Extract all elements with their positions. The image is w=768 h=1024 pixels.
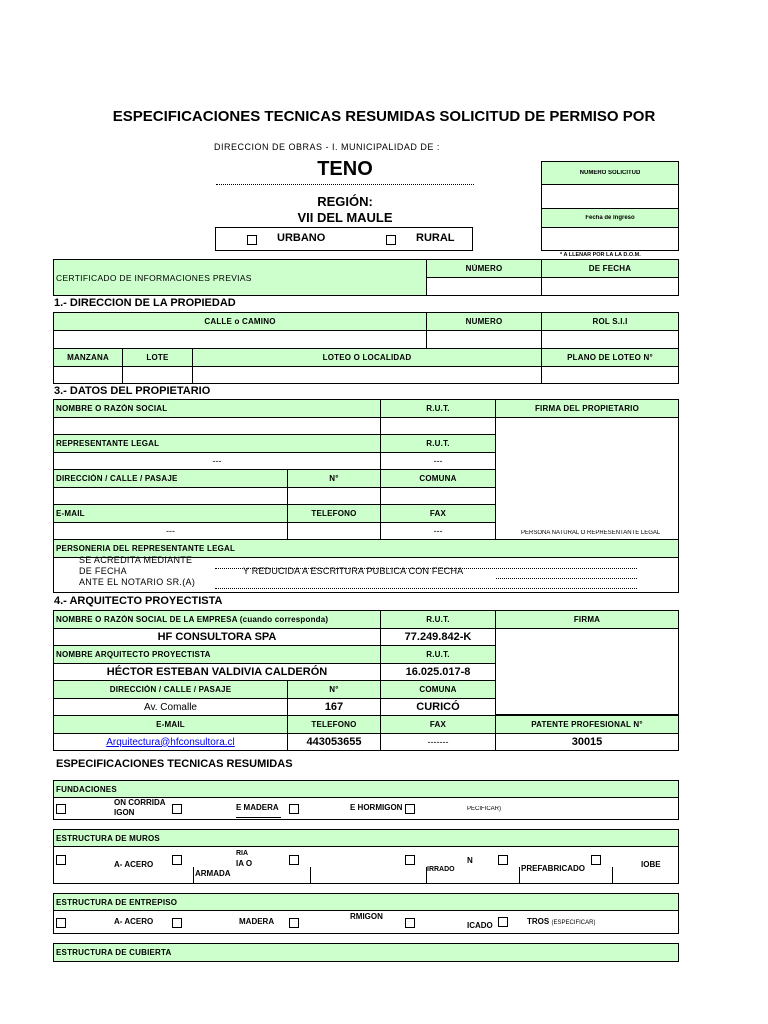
arquitecto-header: NOMBRE ARQUITECTO PROYECTISTA: [53, 645, 381, 664]
entre-otros-checkbox[interactable]: [498, 917, 508, 927]
arq-direccion-header: DIRECCIÓN / CALLE / PASAJE: [53, 680, 288, 699]
arq-comuna-value[interactable]: CURICÓ: [380, 698, 496, 716]
patente-value[interactable]: 30015: [495, 733, 679, 751]
lote-header: LOTE: [122, 348, 193, 367]
fax-field[interactable]: ---: [380, 522, 496, 540]
rural-label: RURAL: [416, 232, 455, 244]
arq-direccion-value[interactable]: Av. Comalle: [53, 698, 288, 716]
empresa-header: NOMBRE O RAZÓN SOCIAL DE LA EMPRESA (cuando corresponda): [53, 610, 381, 629]
representante-header: REPRESENTANTE LEGAL: [53, 434, 381, 453]
comuna-header: COMUNA: [380, 469, 496, 488]
cip-fecha-header: DE FECHA: [541, 259, 679, 278]
loteo-field[interactable]: [192, 366, 542, 384]
arq-email-value[interactable]: [53, 733, 288, 751]
fund-otros-checkbox[interactable]: [405, 804, 415, 814]
fundaciones-header: FUNDACIONES: [53, 780, 679, 798]
direccion-field[interactable]: [53, 487, 288, 505]
arq-fax-value[interactable]: -------: [380, 733, 496, 751]
telefono-header: TELEFONO: [287, 504, 381, 523]
muros-tabique-checkbox[interactable]: [405, 855, 415, 865]
email-header: E-MAIL: [53, 504, 288, 523]
calle-field[interactable]: [53, 330, 427, 349]
comuna-name: TENO: [317, 158, 373, 180]
rol-header: ROL S.I.I: [541, 312, 679, 331]
muros-acero-label: A- ACERO: [114, 860, 154, 869]
numero-field[interactable]: [426, 330, 542, 349]
section-4-title: 4.- ARQUITECTO PROYECTISTA: [54, 595, 223, 607]
numero-solicitud-header: NUMERO SOLICITUD: [541, 161, 679, 185]
muros-adobe-checkbox[interactable]: [591, 855, 601, 865]
rut-field[interactable]: [380, 417, 496, 435]
rol-field[interactable]: [541, 330, 679, 349]
muros-header: ESTRUCTURA DE MUROS: [53, 829, 679, 847]
entre-otros-label: [527, 917, 595, 926]
numero-solicitud-field[interactable]: [541, 184, 679, 209]
muros-albanileria-checkbox[interactable]: [172, 855, 182, 865]
entre-acero-checkbox[interactable]: [56, 918, 66, 928]
fund-hormigon-label: E HORMIGON: [350, 803, 403, 812]
notario-line[interactable]: [215, 588, 637, 589]
representante-field[interactable]: ---: [53, 452, 381, 470]
numero-header: NUMERO: [426, 312, 542, 331]
entre-hormigon-label: RMIGON: [350, 912, 383, 921]
muros-acero-checkbox[interactable]: [56, 855, 66, 865]
cip-fecha-field[interactable]: [541, 277, 679, 296]
muros-divider-3: [426, 867, 427, 884]
muros-alb-label-c: ARMADA: [195, 869, 231, 878]
urbano-checkbox[interactable]: [247, 235, 257, 245]
num-header: N°: [287, 469, 381, 488]
muros-hormigon-checkbox[interactable]: [289, 855, 299, 865]
persona-natural-note: PERSONA NATURAL O REPRESENTANTE LEGAL: [521, 530, 661, 536]
direccion-obras-label: DIRECCION DE OBRAS - I. MUNICIPALIDAD DE :: [214, 142, 440, 152]
rut2-field[interactable]: ---: [380, 452, 496, 470]
lote-field[interactable]: [122, 366, 193, 384]
arq-comuna-header: COMUNA: [380, 680, 496, 699]
fecha-ingreso-field[interactable]: [541, 227, 679, 251]
fund-madera-line: [236, 817, 281, 818]
arq-fax-header: FAX: [380, 715, 496, 734]
cip-label: CERTIFICADO DE INFORMACIONES PREVIAS: [53, 259, 427, 296]
muros-divider-1: [193, 867, 194, 884]
section-1-title: 1.- DIRECCION DE LA PROPIEDAD: [54, 297, 236, 309]
cip-numero-header: NÚMERO: [426, 259, 542, 278]
calle-header: CALLE o CAMINO: [53, 312, 427, 331]
patente-header: PATENTE PROFESIONAL N°: [495, 715, 679, 734]
cubierta-header: ESTRUCTURA DE CUBIERTA: [53, 943, 679, 962]
acredita-label: SE ACREDITA MEDIANTE: [79, 555, 193, 565]
arq-email-header: E-MAIL: [53, 715, 288, 734]
muros-divider-5: [612, 867, 613, 884]
firma-propietario-header: FIRMA DEL PROPIETARIO: [495, 399, 679, 418]
personeria-header: PERSONERIA DEL REPRESENTANTE LEGAL: [53, 539, 679, 558]
muros-irrado-label: IRRADO: [427, 866, 455, 872]
empresa-value[interactable]: HF CONSULTORA SPA: [53, 628, 381, 646]
entre-madera-checkbox[interactable]: [172, 918, 182, 928]
muros-alb-label-a: RÍA: [236, 850, 249, 857]
escritura-line[interactable]: [496, 578, 637, 579]
manzana-field[interactable]: [53, 366, 123, 384]
region-label: REGIÓN:: [317, 194, 373, 209]
arquitecto-rut-header: R.U.T.: [380, 645, 496, 664]
arq-num-value[interactable]: 167: [287, 698, 381, 716]
muros-n-label: N: [467, 856, 473, 865]
entre-madera-label: MADERA: [239, 917, 275, 926]
num-field[interactable]: [287, 487, 381, 505]
entrepiso-header: ESTRUCTURA DE ENTREPISO: [53, 893, 679, 911]
fund-madera-checkbox[interactable]: [172, 804, 182, 814]
region-value: VII DEL MAULE: [297, 210, 393, 225]
especificaciones-title: ESPECIFICACIONES TECNICAS RESUMIDAS: [56, 758, 293, 770]
firma-arquitecto-field[interactable]: [495, 628, 679, 715]
llenar-dom-note: * A LLENAR POR LA LA D.O.M.: [560, 252, 641, 258]
muros-prefab-label: PREFABRICADO: [521, 864, 586, 873]
direccion-header: DIRECCIÓN / CALLE / PASAJE: [53, 469, 288, 488]
entre-hormigon-checkbox[interactable]: [289, 918, 299, 928]
plano-field[interactable]: [541, 366, 679, 384]
telefono-field[interactable]: [287, 522, 381, 540]
arquitecto-rut-value[interactable]: 16.025.017-8: [380, 663, 496, 681]
nombre-header: NOMBRE O RAZÓN SOCIAL: [53, 399, 381, 418]
arq-telefono-value[interactable]: 443053655: [287, 733, 381, 751]
empresa-rut-value[interactable]: 77.249.842-K: [380, 628, 496, 646]
comuna-underline: [216, 184, 474, 185]
fund-madera-label: E MADERA: [236, 803, 279, 812]
arq-num-header: N°: [287, 680, 381, 699]
escritura-label: Y REDUCIDA A ESCRITURA PUBLICA CON FECHA: [243, 566, 464, 576]
empresa-rut-header: R.U.T.: [380, 610, 496, 629]
fund-corrida-label-a: ON CORRIDA: [114, 798, 166, 807]
firma-arquitecto-header: FIRMA: [495, 610, 679, 629]
muros-alb-label-b: IA O: [236, 859, 253, 868]
loteo-header: LOTEO O LOCALIDAD: [192, 348, 542, 367]
manzana-header: MANZANA: [53, 348, 123, 367]
arq-email-link[interactable]: Arquitectura@hfconsultora.cl: [106, 736, 235, 748]
fund-corrida-label-b: IGON: [114, 808, 135, 817]
fund-hormigon-checkbox[interactable]: [289, 804, 299, 814]
section-3-title: 3.- DATOS DEL PROPIETARIO: [54, 385, 211, 397]
muros-prefab-checkbox[interactable]: [498, 855, 508, 865]
fund-otros-label: PECIFICAR): [467, 806, 502, 812]
rut2-header: R.U.T.: [380, 434, 496, 453]
fecha-ingreso-header: Fecha de Ingreso: [541, 208, 679, 228]
arq-telefono-header: TELEFONO: [287, 715, 381, 734]
de-fecha-label: DE FECHA: [79, 566, 127, 576]
muros-divider-4: [519, 867, 520, 884]
fund-corrida-checkbox[interactable]: [56, 804, 66, 814]
urbano-label: URBANO: [277, 232, 326, 244]
entre-otros-spec: (ESPECIFICAR): [551, 920, 596, 926]
fax-header: FAX: [380, 504, 496, 523]
entre-acero-label: A- ACERO: [114, 917, 154, 926]
arquitecto-value[interactable]: HÉCTOR ESTEBAN VALDIVIA CALDERÓN: [53, 663, 381, 681]
nombre-field[interactable]: [53, 417, 381, 435]
rut-header: R.U.T.: [380, 399, 496, 418]
comuna-field[interactable]: [380, 487, 496, 505]
notario-label: ANTE EL NOTARIO SR.(A): [79, 577, 196, 587]
plano-header: PLANO DE LOTEO N°: [541, 348, 679, 367]
cip-numero-field[interactable]: [426, 277, 542, 296]
rural-checkbox[interactable]: [386, 235, 396, 245]
muros-adobe-label: IOBE: [641, 860, 661, 869]
entre-otros-text: TROS: [527, 917, 550, 926]
entre-prefab-label: ICADO: [467, 921, 493, 930]
firma-propietario-field[interactable]: [495, 417, 679, 540]
email-field[interactable]: ---: [53, 522, 288, 540]
muros-divider-2: [310, 867, 311, 884]
entre-prefab-checkbox[interactable]: [405, 918, 415, 928]
document-title: ESPECIFICACIONES TECNICAS RESUMIDAS SOLICITUD DE PERMISO POR: [112, 108, 656, 125]
